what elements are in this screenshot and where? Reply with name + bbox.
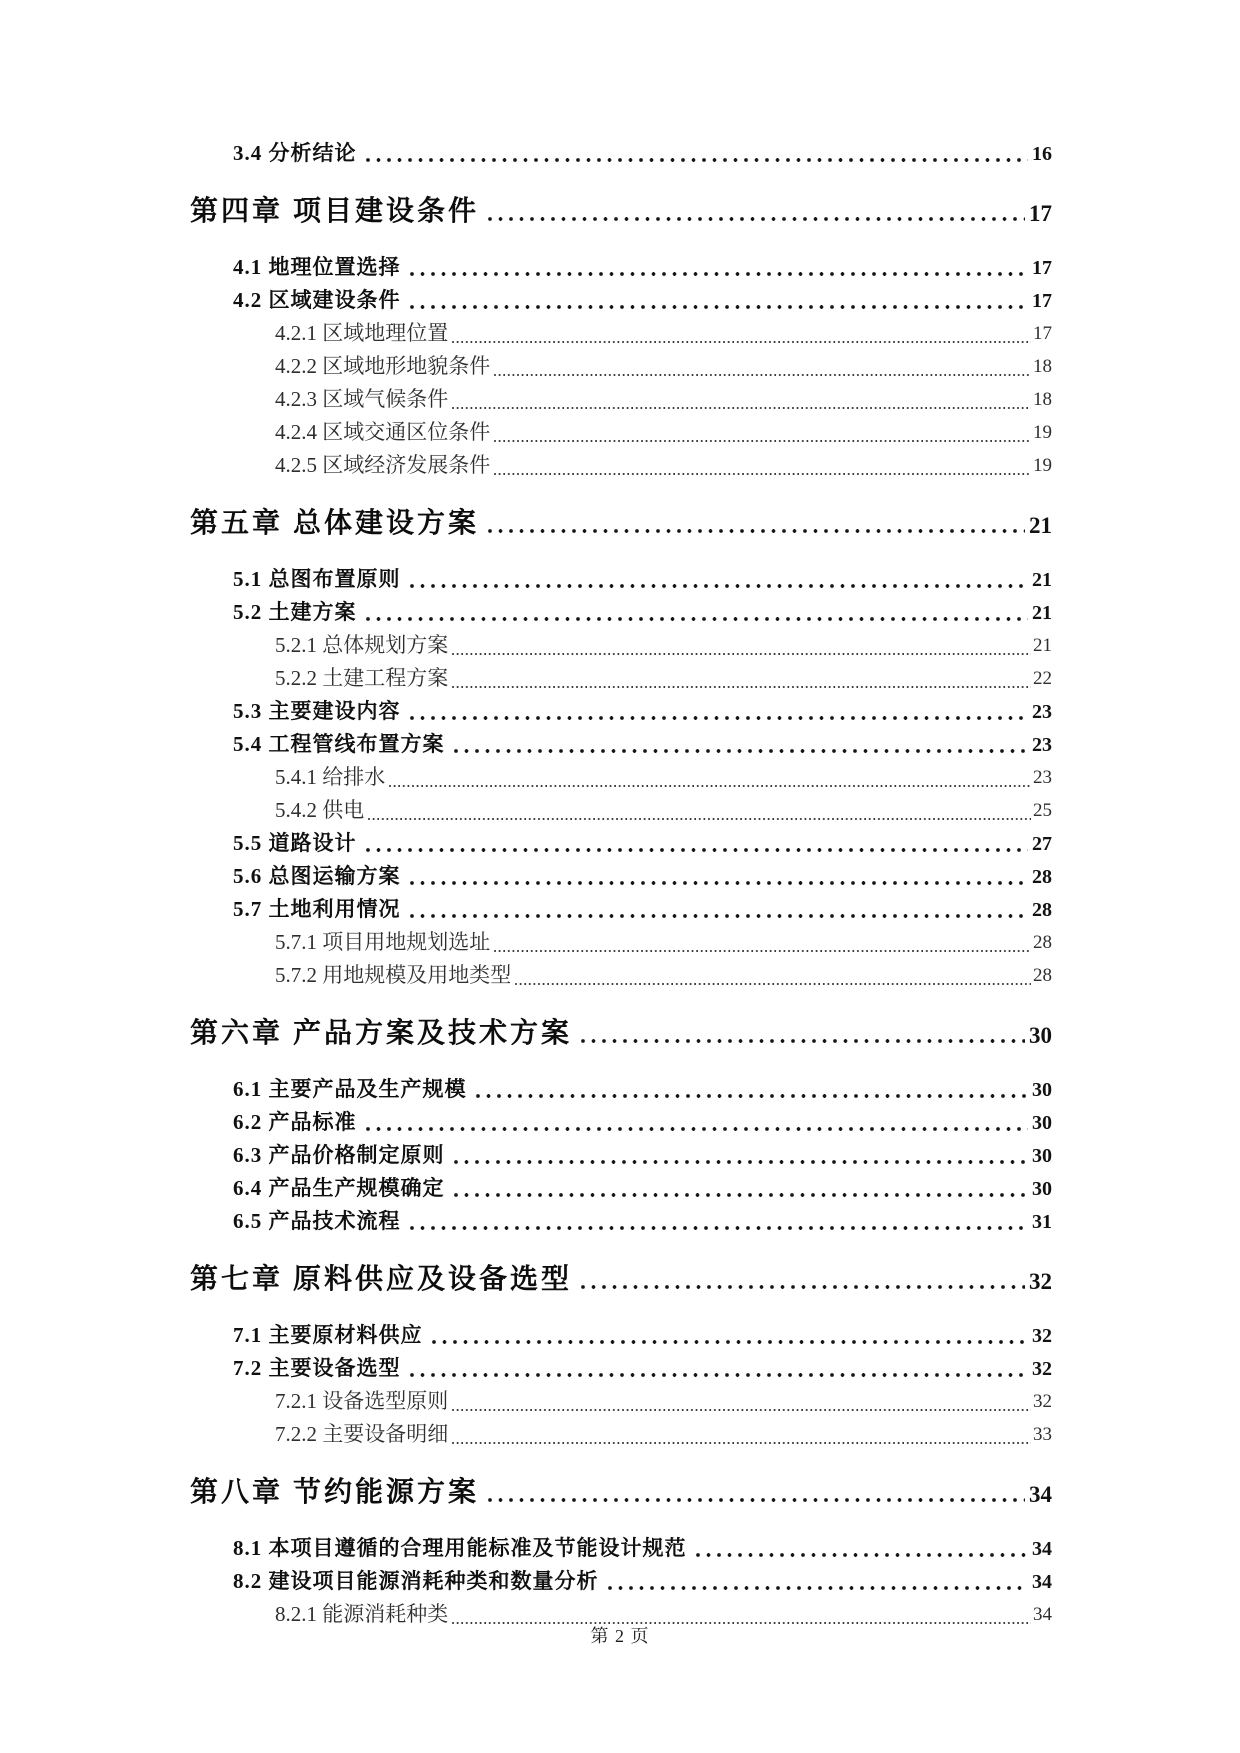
dotted-leader	[452, 648, 1031, 656]
toc-entry-label: 5.4.2 供电	[275, 798, 365, 822]
toc-entry	[190, 193, 1052, 231]
toc-entry-label: 5.3 主要建设内容	[233, 699, 401, 723]
toc-entry	[190, 250, 1052, 283]
dotted-leader	[494, 369, 1031, 377]
dotted-leader	[515, 978, 1031, 986]
toc-entry-label: 第七章 原料供应及设备选型	[190, 1264, 573, 1295]
toc-entry	[190, 826, 1052, 859]
toc-entry-page: 18	[1033, 356, 1052, 377]
dotted-leader	[581, 1037, 1025, 1045]
toc-entry-label: 8.2.1 能源消耗种类	[275, 1602, 449, 1626]
toc-entry-label: 4.2.3 区域气候条件	[275, 387, 449, 411]
dotted-leader	[410, 270, 1029, 278]
toc-entry	[190, 1351, 1052, 1384]
toc-entry-label: 6.3 产品价格制定原则	[233, 1143, 445, 1167]
toc-entry	[190, 859, 1052, 892]
toc-entry-label: 7.2.1 设备选型原则	[275, 1389, 449, 1413]
toc-entry-label: 5.7 土地利用情况	[233, 897, 401, 921]
table-of-contents	[190, 136, 1052, 1630]
dotted-leader	[410, 912, 1029, 920]
toc-entry-label: 第四章 项目建设条件	[190, 196, 480, 227]
toc-entry-page: 21	[1032, 602, 1052, 624]
toc-entry-page: 16	[1032, 143, 1052, 165]
toc-entry	[190, 1318, 1052, 1351]
dotted-leader	[454, 747, 1029, 755]
toc-entry	[190, 760, 1052, 793]
toc-entry-label: 6.4 产品生产规模确定	[233, 1176, 445, 1200]
toc-entry	[190, 925, 1052, 958]
toc-entry-page: 31	[1032, 1211, 1052, 1233]
toc-entry-page: 22	[1033, 668, 1052, 689]
toc-entry-page: 33	[1033, 1424, 1052, 1445]
toc-entry-label: 5.7.2 用地规模及用地类型	[275, 963, 512, 987]
dotted-leader	[410, 582, 1029, 590]
toc-entry	[190, 1204, 1052, 1237]
toc-entry-label: 4.2.4 区域交通区位条件	[275, 420, 491, 444]
toc-entry-page: 30	[1032, 1178, 1052, 1200]
toc-entry	[190, 382, 1052, 415]
toc-entry-page: 17	[1032, 290, 1052, 312]
toc-entry	[190, 1261, 1052, 1299]
dotted-leader	[368, 813, 1031, 821]
toc-entry	[190, 136, 1052, 169]
dotted-leader	[452, 681, 1031, 689]
dotted-leader	[494, 945, 1031, 953]
toc-entry-label: 第六章 产品方案及技术方案	[190, 1018, 573, 1049]
toc-entry-label: 7.2 主要设备选型	[233, 1356, 401, 1380]
toc-entry-page: 28	[1032, 899, 1052, 921]
toc-entry	[190, 793, 1052, 826]
dotted-leader	[494, 435, 1031, 443]
toc-entry-label: 4.2.1 区域地理位置	[275, 321, 449, 345]
toc-entry-page: 18	[1033, 389, 1052, 410]
toc-entry-page: 19	[1033, 455, 1052, 476]
toc-entry-page: 32	[1033, 1391, 1052, 1412]
toc-entry-label: 5.2 土建方案	[233, 600, 357, 624]
toc-entry-label: 5.7.1 项目用地规划选址	[275, 930, 491, 954]
toc-entry-page: 34	[1032, 1538, 1052, 1560]
toc-entry	[190, 316, 1052, 349]
toc-entry	[190, 505, 1052, 543]
dotted-leader	[389, 780, 1031, 788]
toc-entry-label: 5.2.2 土建工程方案	[275, 666, 449, 690]
toc-entry-page: 17	[1033, 323, 1052, 344]
dotted-leader	[366, 1125, 1029, 1133]
toc-entry	[190, 1417, 1052, 1450]
toc-entry-page: 23	[1032, 734, 1052, 756]
toc-entry-label: 5.6 总图运输方案	[233, 864, 401, 888]
toc-entry-label: 6.2 产品标准	[233, 1110, 357, 1134]
dotted-leader	[488, 1496, 1025, 1504]
toc-entry-label: 6.1 主要产品及生产规模	[233, 1077, 467, 1101]
toc-entry-page: 21	[1029, 513, 1052, 538]
toc-entry-label: 5.5 道路设计	[233, 831, 357, 855]
toc-entry	[190, 661, 1052, 694]
dotted-leader	[581, 1283, 1025, 1291]
dotted-leader	[488, 215, 1025, 223]
toc-entry-page: 28	[1033, 965, 1052, 986]
toc-entry-page: 30	[1029, 1023, 1052, 1048]
toc-entry-label: 5.2.1 总体规划方案	[275, 633, 449, 657]
toc-entry-page: 30	[1032, 1079, 1052, 1101]
toc-entry-label: 4.2.2 区域地形地貌条件	[275, 354, 491, 378]
toc-entry-label: 4.1 地理位置选择	[233, 255, 401, 279]
dotted-leader	[488, 527, 1025, 535]
toc-entry-page: 34	[1033, 1604, 1052, 1625]
toc-entry	[190, 283, 1052, 316]
dotted-leader	[454, 1191, 1029, 1199]
dotted-leader	[410, 303, 1029, 311]
toc-entry	[190, 1531, 1052, 1564]
toc-entry-page: 23	[1032, 701, 1052, 723]
dotted-leader	[410, 1371, 1029, 1379]
toc-entry	[190, 349, 1052, 382]
toc-entry	[190, 892, 1052, 925]
toc-entry	[190, 727, 1052, 760]
dotted-leader	[366, 846, 1029, 854]
page-number-label: 第 2 页	[590, 1626, 650, 1646]
toc-entry-label: 4.2 区域建设条件	[233, 288, 401, 312]
toc-entry	[190, 1171, 1052, 1204]
toc-entry-page: 32	[1032, 1358, 1052, 1380]
dotted-leader	[452, 336, 1031, 344]
dotted-leader	[494, 468, 1031, 476]
toc-entry-page: 34	[1032, 1571, 1052, 1593]
toc-entry-page: 25	[1033, 800, 1052, 821]
toc-entry-page: 32	[1029, 1269, 1052, 1294]
dotted-leader	[454, 1158, 1029, 1166]
toc-entry-page: 28	[1033, 932, 1052, 953]
toc-entry	[190, 958, 1052, 991]
toc-entry-page: 27	[1032, 833, 1052, 855]
dotted-leader	[452, 402, 1031, 410]
toc-entry	[190, 1138, 1052, 1171]
toc-entry-page: 30	[1032, 1112, 1052, 1134]
toc-entry-label: 7.1 主要原材料供应	[233, 1323, 423, 1347]
toc-entry-page: 17	[1029, 201, 1052, 226]
dotted-leader	[608, 1584, 1029, 1592]
toc-entry-page: 21	[1033, 635, 1052, 656]
toc-entry-label: 8.1 本项目遵循的合理用能标准及节能设计规范	[233, 1536, 687, 1560]
toc-entry-label: 5.4.1 给排水	[275, 765, 386, 789]
toc-entry-page: 30	[1032, 1145, 1052, 1167]
toc-entry	[190, 1474, 1052, 1512]
dotted-leader	[410, 714, 1029, 722]
dotted-leader	[452, 1404, 1031, 1412]
toc-entry	[190, 1384, 1052, 1417]
toc-entry-page: 28	[1032, 866, 1052, 888]
toc-entry	[190, 595, 1052, 628]
dotted-leader	[410, 879, 1029, 887]
toc-entry-label: 6.5 产品技术流程	[233, 1209, 401, 1233]
dotted-leader	[696, 1551, 1029, 1559]
toc-entry	[190, 1015, 1052, 1053]
toc-entry-label: 3.4 分析结论	[233, 141, 357, 165]
toc-entry-page: 21	[1032, 569, 1052, 591]
dotted-leader	[476, 1092, 1029, 1100]
toc-entry-page: 23	[1033, 767, 1052, 788]
dotted-leader	[366, 615, 1029, 623]
toc-entry-label: 5.4 工程管线布置方案	[233, 732, 445, 756]
toc-entry-page: 17	[1032, 257, 1052, 279]
toc-entry-page: 19	[1033, 422, 1052, 443]
toc-entry	[190, 415, 1052, 448]
toc-entry	[190, 1105, 1052, 1138]
dotted-leader	[452, 1437, 1031, 1445]
toc-entry	[190, 694, 1052, 727]
toc-entry	[190, 1072, 1052, 1105]
dotted-leader	[366, 156, 1029, 164]
dotted-leader	[410, 1224, 1029, 1232]
toc-entry-label: 5.1 总图布置原则	[233, 567, 401, 591]
toc-entry-page: 32	[1032, 1325, 1052, 1347]
toc-entry	[190, 448, 1052, 481]
toc-entry-label: 4.2.5 区域经济发展条件	[275, 453, 491, 477]
toc-entry	[190, 562, 1052, 595]
toc-entry-label: 第八章 节约能源方案	[190, 1477, 480, 1508]
toc-entry-label: 第五章 总体建设方案	[190, 508, 480, 539]
dotted-leader	[432, 1338, 1029, 1346]
toc-entry-label: 7.2.2 主要设备明细	[275, 1422, 449, 1446]
toc-entry-label: 8.2 建设项目能源消耗种类和数量分析	[233, 1569, 599, 1593]
page-footer	[0, 1622, 1240, 1648]
toc-entry	[190, 628, 1052, 661]
toc-entry-page: 34	[1029, 1482, 1052, 1507]
toc-entry	[190, 1564, 1052, 1597]
